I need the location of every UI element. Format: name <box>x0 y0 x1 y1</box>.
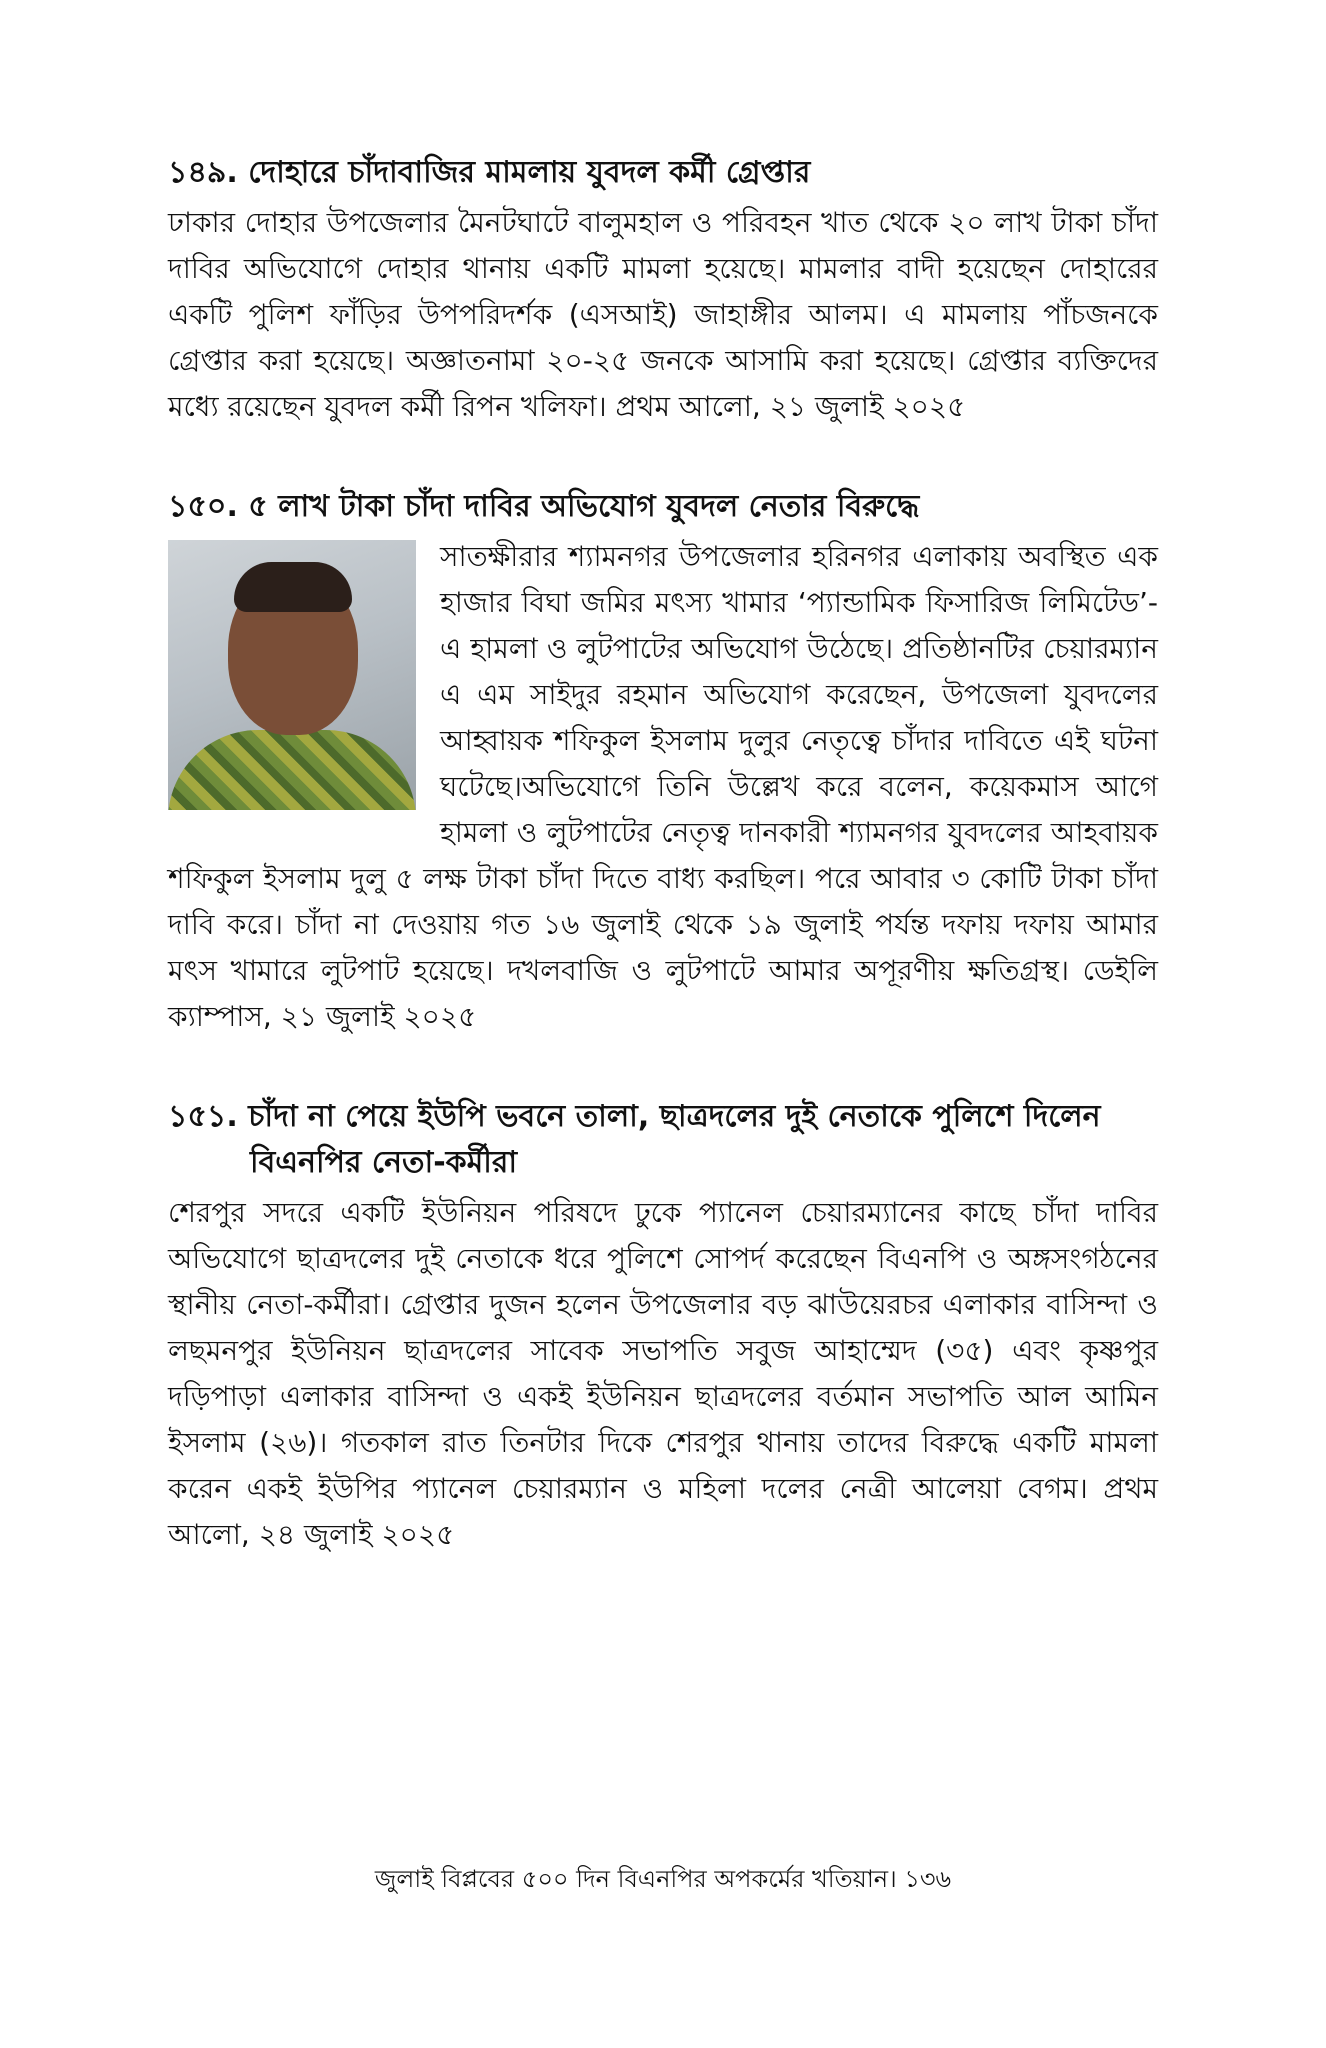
page-footer: জুলাই বিপ্লবের ৫০০ দিন বিএনপির অপকর্মের খতিয়ান। ১৩৬ <box>374 1865 952 1893</box>
article-heading: ১৪৯. দোহারে চাঁদাবাজির মামলায় যুবদল কর্মী গ্রেপ্তার <box>168 155 811 190</box>
article-150 <box>168 484 1158 1040</box>
article-heading-line1: ১৫১. চাঁদা না পেয়ে ইউপি ভবনে তালা, ছাত্রদলের দুই নেতাকে পুলিশে দিলেন <box>168 1099 1101 1134</box>
page-content <box>168 150 1158 1612</box>
article-heading: ১৫০. ৫ লাখ টাকা চাঁদা দাবির অভিযোগ যুবদল নেতার বিরুদ্ধে <box>168 489 920 524</box>
article-149 <box>168 150 1158 430</box>
article-151 <box>168 1094 1158 1558</box>
article-body: ঢাকার দোহার উপজেলার মৈনটঘাটে বালুমহাল ও পরিবহন খাত থেকে ২০ লাখ টাকা চাঁদা দাবির অভিযোগে দোহার থানায় একটি মামলা হয়েছে। মামলার বাদী হয়েছেন দোহারের একটি পুলিশ ফাঁড়ির উপপরিদর্শক (এসআই) জাহাঙ্গীর আলম। এ মামলায় পাঁচজনকে গ্রেপ্তার করা হয়েছে। অজ্ঞাতনামা ২০-২৫ জনকে আসামি করা হয়েছে। গ্রেপ্তার ব্যক্তিদের মধ্যে রয়েছেন যুবদল কর্মী রিপন খলিফা। প্রথম আলো, ২১ জুলাই ২০২৫ <box>168 206 1158 423</box>
article-heading <box>168 1094 1158 1186</box>
article-body: সাতক্ষীরার শ্যামনগর উপজেলার হরিনগর এলাকায় অবস্থিত এক হাজার বিঘা জমির মৎস্য খামার ‘প্যান্ডামিক ফিসারিজ লিমিটেড’-এ হামলা ও লুটপাটের অভিযোগ উঠেছে। প্রতিষ্ঠানটির চেয়ারম্যান এ এম সাইদুর রহমান অভিযোগ করেছেন, উপজেলা যুবদলের আহ্বায়ক শফিকুল ইসলাম দুলুর নেতৃত্বে চাঁদার দাবিতে এই ঘটনা ঘটেছে।অভিযোগে তিনি উল্লেখ করে বলেন, কয়েকমাস আগে হামলা ও লুটপাটের নেতৃত্ব দানকারী শ্যামনগর যুবদলের আহবায়ক শফিকুল ইসলাম দুলু ৫ লক্ষ টাকা চাঁদা দিতে বাধ্য করছিল। পরে আবার ৩ কোটি টাকা চাঁদা দাবি করে। চাঁদা না দেওয়ায় গত ১৬ জুলাই থেকে ১৯ জুলাই পর্যন্ত দফায় দফায় আমার মৎস খামারে লুটপাট হয়েছে। দখলবাজি ও লুটপাটে আমার অপূরণীয় ক্ষতিগ্রস্থ। ডেইলি ক্যাম্পাস, ২১ জুলাই ২০২৫ <box>168 540 1158 1033</box>
article-body: শেরপুর সদরে একটি ইউনিয়ন পরিষদে ঢুকে প্যানেল চেয়ারম্যানের কাছে চাঁদা দাবির অভিযোগে ছাত্রদলের দুই নেতাকে ধরে পুলিশে সোপর্দ করেছেন বিএনপি ও অঙ্গসংগঠনের স্থানীয় নেতা-কর্মীরা। গ্রেপ্তার দুজন হলেন উপজেলার বড় ঝাউয়েরচর এলাকার বাসিন্দা ও লছমনপুর ইউনিয়ন ছাত্রদলের সাবেক সভাপতি সবুজ আহাম্মেদ (৩৫) এবং কৃষ্ণপুর দড়িপাড়া এলাকার বাসিন্দা ও একই ইউনিয়ন ছাত্রদলের বর্তমান সভাপতি আল আমিন ইসলাম (২৬)। গতকাল রাত তিনটার দিকে শেরপুর থানায় তাদের বিরুদ্ধে একটি মামলা করেন একই ইউপির প্যানেল চেয়ারম্যান ও মহিলা দলের নেত্রী আলেয়া বেগম। প্রথম আলো, ২৪ জুলাই ২০২৫ <box>168 1196 1158 1551</box>
person-photo <box>168 540 416 810</box>
article-heading-line2: বিএনপির নেতা-কর্মীরা <box>250 1145 518 1180</box>
